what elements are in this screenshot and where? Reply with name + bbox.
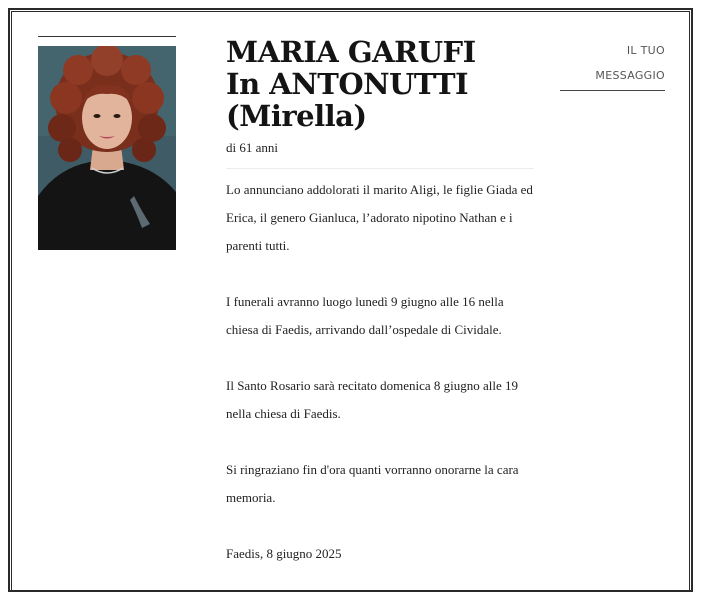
- name-line-1: MARIA GARUFI: [226, 35, 476, 69]
- deceased-name: [226, 36, 476, 132]
- photo-divider: [38, 36, 176, 37]
- place-date: Faedis, 8 giugno 2025: [226, 546, 342, 561]
- paragraph-funeral: I funerali avranno luogo lunedì 9 giugno alle 16 nella chiesa di Faedis, arrivando dall’ospedale di Cividale.: [226, 294, 504, 337]
- message-link-line-2: MESSAGGIO: [595, 69, 665, 82]
- portrait-photo: [38, 46, 176, 250]
- age-text: di 61 anni: [226, 140, 278, 155]
- paragraph-announcement: Lo annunciano addolorati il marito Aligi, le figlie Giada ed Erica, il genero Gianluca, l’adorato nipotino Nathan e i parenti tutti.: [226, 182, 533, 253]
- your-message-link[interactable]: [560, 38, 665, 88]
- obituary-body: [226, 176, 536, 596]
- name-line-3: (Mirella): [226, 99, 367, 133]
- message-link-line-1: IL TUO: [626, 44, 665, 57]
- paragraph-thanks: Si ringraziano fin d'ora quanti vorranno onorarne la cara memoria.: [226, 462, 519, 505]
- message-link-underline: [560, 90, 665, 91]
- name-line-2: In ANTONUTTI: [226, 67, 469, 101]
- paragraph-rosary: Il Santo Rosario sarà recitato domenica 8 giugno alle 19 nella chiesa di Faedis.: [226, 378, 519, 421]
- age-divider: [226, 168, 534, 169]
